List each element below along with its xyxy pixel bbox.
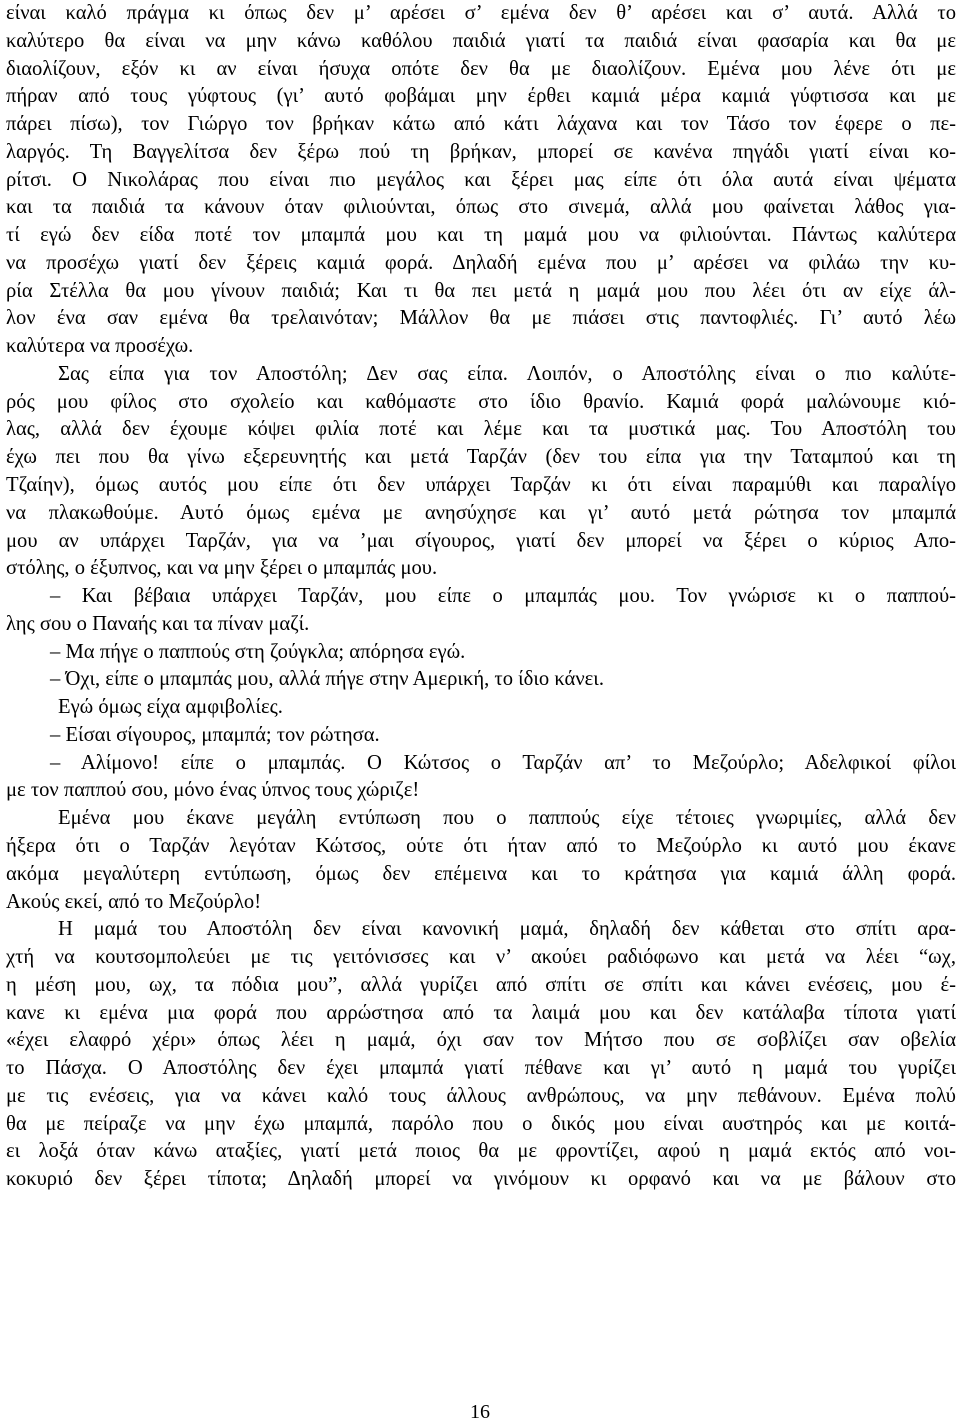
text-line: Τζαίην), όμως αυτός μου είπε ότι δεν υπάρχει Ταρζάν κι ότι είναι παραμύθι και παραλίγο xyxy=(6,474,956,497)
dialogue-line: – Αλίμονο! είπε ο μπαμπάς. Ο Κώτσος ο Ταρζάν απ’ το Μεζούρλο; Αδελφικοί φίλοι xyxy=(50,751,956,774)
text-line: με τον παππού σου, μόνο ένας ύπνος τους χώριζε! xyxy=(6,779,420,802)
text-line: τί εγώ δεν είδα ποτέ τον μπαμπά μου και τη μαμά μου να φιλιούνται. Πάντως καλύτερα xyxy=(6,224,956,247)
text-line: ήξερα ότι ο Ταρζάν λεγόταν Κώτσος, ούτε ότι ήταν από το Μεζούρλο κι αυτό μου έκανε xyxy=(6,834,956,857)
text-line: έχω πει που θα γίνω εξερευνητής και μετά Ταρζάν (δεν του είπα για την Ταταμπού και τη xyxy=(6,446,956,469)
dialogue-line: – Όχι, είπε ο μπαμπάς μου, αλλά πήγε στην Αμερική, το ίδιο κάνει. xyxy=(50,668,604,691)
text-line: ρίτσι. Ο Νικολάρας που είναι πιο μεγάλος και ξέρει μας είπε ότι όλα αυτά είναι ψέματα xyxy=(6,168,956,191)
text-line: να πλακωθούμε. Αυτό όμως εμένα με ανησύχησε και γι’ αυτό μετά ρώτησα τον μπαμπά xyxy=(6,501,956,524)
text-line: μου αν υπάρχει Ταρζάν, για να ’μαι σίγουρος, γιατί δεν μπορεί να ξέρει ο κύριος Απο- xyxy=(6,529,956,552)
text-line: Σας είπα για τον Αποστόλη; Δεν σας είπα. Λοιπόν, ο Αποστόλης είναι ο πιο καλύτε- xyxy=(58,362,956,385)
text-line: ακόμα μεγαλύτερη εντύπωση, όμως δεν επέμεινα και το κράτησα για καμιά άλλη φορά. xyxy=(6,862,956,885)
body-text xyxy=(6,0,956,1194)
text-line: χτή να κουτσομπολεύει με τις γειτόνισσες και ν’ ακούει ραδιόφωνο και μετά να λέει “ωχ, xyxy=(6,946,956,969)
text-line: λας, αλλά δεν έχουμε κόψει φιλία ποτέ και λέμε και τα μυστικά μας. Του Αποστόλη του xyxy=(6,418,956,441)
text-line: διαολίζουν, εξόν κι αν είναι ήσυχα οπότε δεν θα με διαολίζουν. Εμένα μου λένε ότι με xyxy=(6,57,956,80)
text-line: «έχει ελαφρό χέρι» όπως λέει η μαμά, όχι σαν τον Μήτσο που σε σοβλίζει σαν οβελία xyxy=(6,1029,956,1052)
text-line: κοκυριό δεν ξέρει τίποτα; Δηλαδή μπορεί να γινόμουν κι ορφανό και να με βάλουν στο xyxy=(6,1168,956,1191)
dialogue-line: – Είσαι σίγουρος, μπαμπά; τον ρώτησα. xyxy=(50,723,380,746)
text-line: Εμένα μου έκανε μεγάλη εντύπωση που ο παππούς είχε τέτοιες γνωριμίες, αλλά δεν xyxy=(58,807,956,830)
text-line: ρός μου φίλος στο σχολείο και καθόμαστε στο ίδιο θρανίο. Καμιά φορά μαλώνουμε κιό- xyxy=(6,390,956,413)
text-line: με τις ενέσεις, για να κάνει καλό τους άλλους ανθρώπους, να μην πεθάνουν. Εμένα πολύ xyxy=(6,1084,956,1107)
text-line: η μέση μου, ωχ, τα πόδια μου”, αλλά γυρίζει από σπίτι σε σπίτι και κάνει ενέσεις, μου έ- xyxy=(6,973,956,996)
text-line: λαργός. Τη Βαγγελίτσα δεν ξέρω πού τη βρήκαν, μπορεί σε κανένα πηγάδι γιατί είναι κο- xyxy=(6,140,956,163)
page-number: 16 xyxy=(470,1401,490,1423)
text-line: στόλης, ο έξυπνος, και να μην ξέρει ο μπαμπάς μου. xyxy=(6,557,438,580)
text-line: πήραν από τους γύφτους (γι’ αυτό φοβάμαι μην έρθει καμιά μέρα καμιά γύφτισσα και με xyxy=(6,85,956,108)
text-line: Ακούς εκεί, από το Μεζούρλο! xyxy=(6,890,262,913)
text-line: ρία Στέλλα θα μου γίνουν παιδιά; Και τι θα πει μετά η μαμά μου που λέει ότι αν είχε άλ- xyxy=(6,279,956,302)
text-line: Εγώ όμως είχα αμφιβολίες. xyxy=(58,696,283,719)
dialogue-line: – Μα πήγε ο παππούς στη ζούγκλα; απόρησα εγώ. xyxy=(50,640,466,663)
text-line: θα με πείραζε να μην έχω μπαμπά, παρόλο που ο δικός μου είναι αυστηρός και με κοιτά- xyxy=(6,1112,956,1135)
text-line: καλύτερο θα είναι να μην κάνω καθόλου παιδιά γιατί τα παιδιά είναι φασαρία και θα με xyxy=(6,29,956,52)
text-line: κανε κι εμένα μια φορά που αρρώστησα από τα λαιμά μου και δεν κατάλαβα τίποτα γιατί xyxy=(6,1001,956,1024)
text-line: λης σου ο Παναής και τα πίναν μαζί. xyxy=(6,612,310,635)
text-line: είναι καλό πράγμα κι όπως δεν μ’ αρέσει σ’ εμένα δεν θ’ αρέσει και σ’ αυτά. Αλλά το xyxy=(6,2,956,24)
text-line: το Πάσχα. Ο Αποστόλης δεν έχει μπαμπά γιατί πέθανε και γι’ αυτό η μαμά του γυρίζει xyxy=(6,1057,956,1080)
text-line: ει λοξά όταν κάνω αταξίες, γιατί μετά ποιος θα με φροντίζει, αφού η μαμά εκτός από νοι- xyxy=(6,1140,956,1163)
text-line: Η μαμά του Αποστόλη δεν είναι κανονική μαμά, δηλαδή δεν κάθεται στο σπίτι αρα- xyxy=(58,918,956,941)
text-line: να προσέχω γιατί δεν ξέρεις καμιά φορά. Δηλαδή εμένα που μ’ αρέσει να φιλάω την κυ- xyxy=(6,251,956,274)
text-line: και τα παιδιά τα κάνουν όταν φιλιούνται, όπως στο σινεμά, αλλά μου φαίνεται λάθος για- xyxy=(6,196,956,219)
dialogue-line: – Και βέβαια υπάρχει Ταρζάν, μου είπε ο μπαμπάς μου. Τον γνώρισε κι ο παππού- xyxy=(50,585,956,608)
text-line: πάρει πίσω), τον Γιώργο τον βρήκαν κάτω από κάτι λάχανα και τον Τάσο τον έφερε ο πε- xyxy=(6,113,956,136)
text-line: καλύτερα να προσέχω. xyxy=(6,335,194,358)
text-line: λον ένα σαν εμένα θα τρελαινόταν; Μάλλον θα με πιάσει στις παντοφλιές. Γι’ αυτό λέω xyxy=(6,307,956,330)
